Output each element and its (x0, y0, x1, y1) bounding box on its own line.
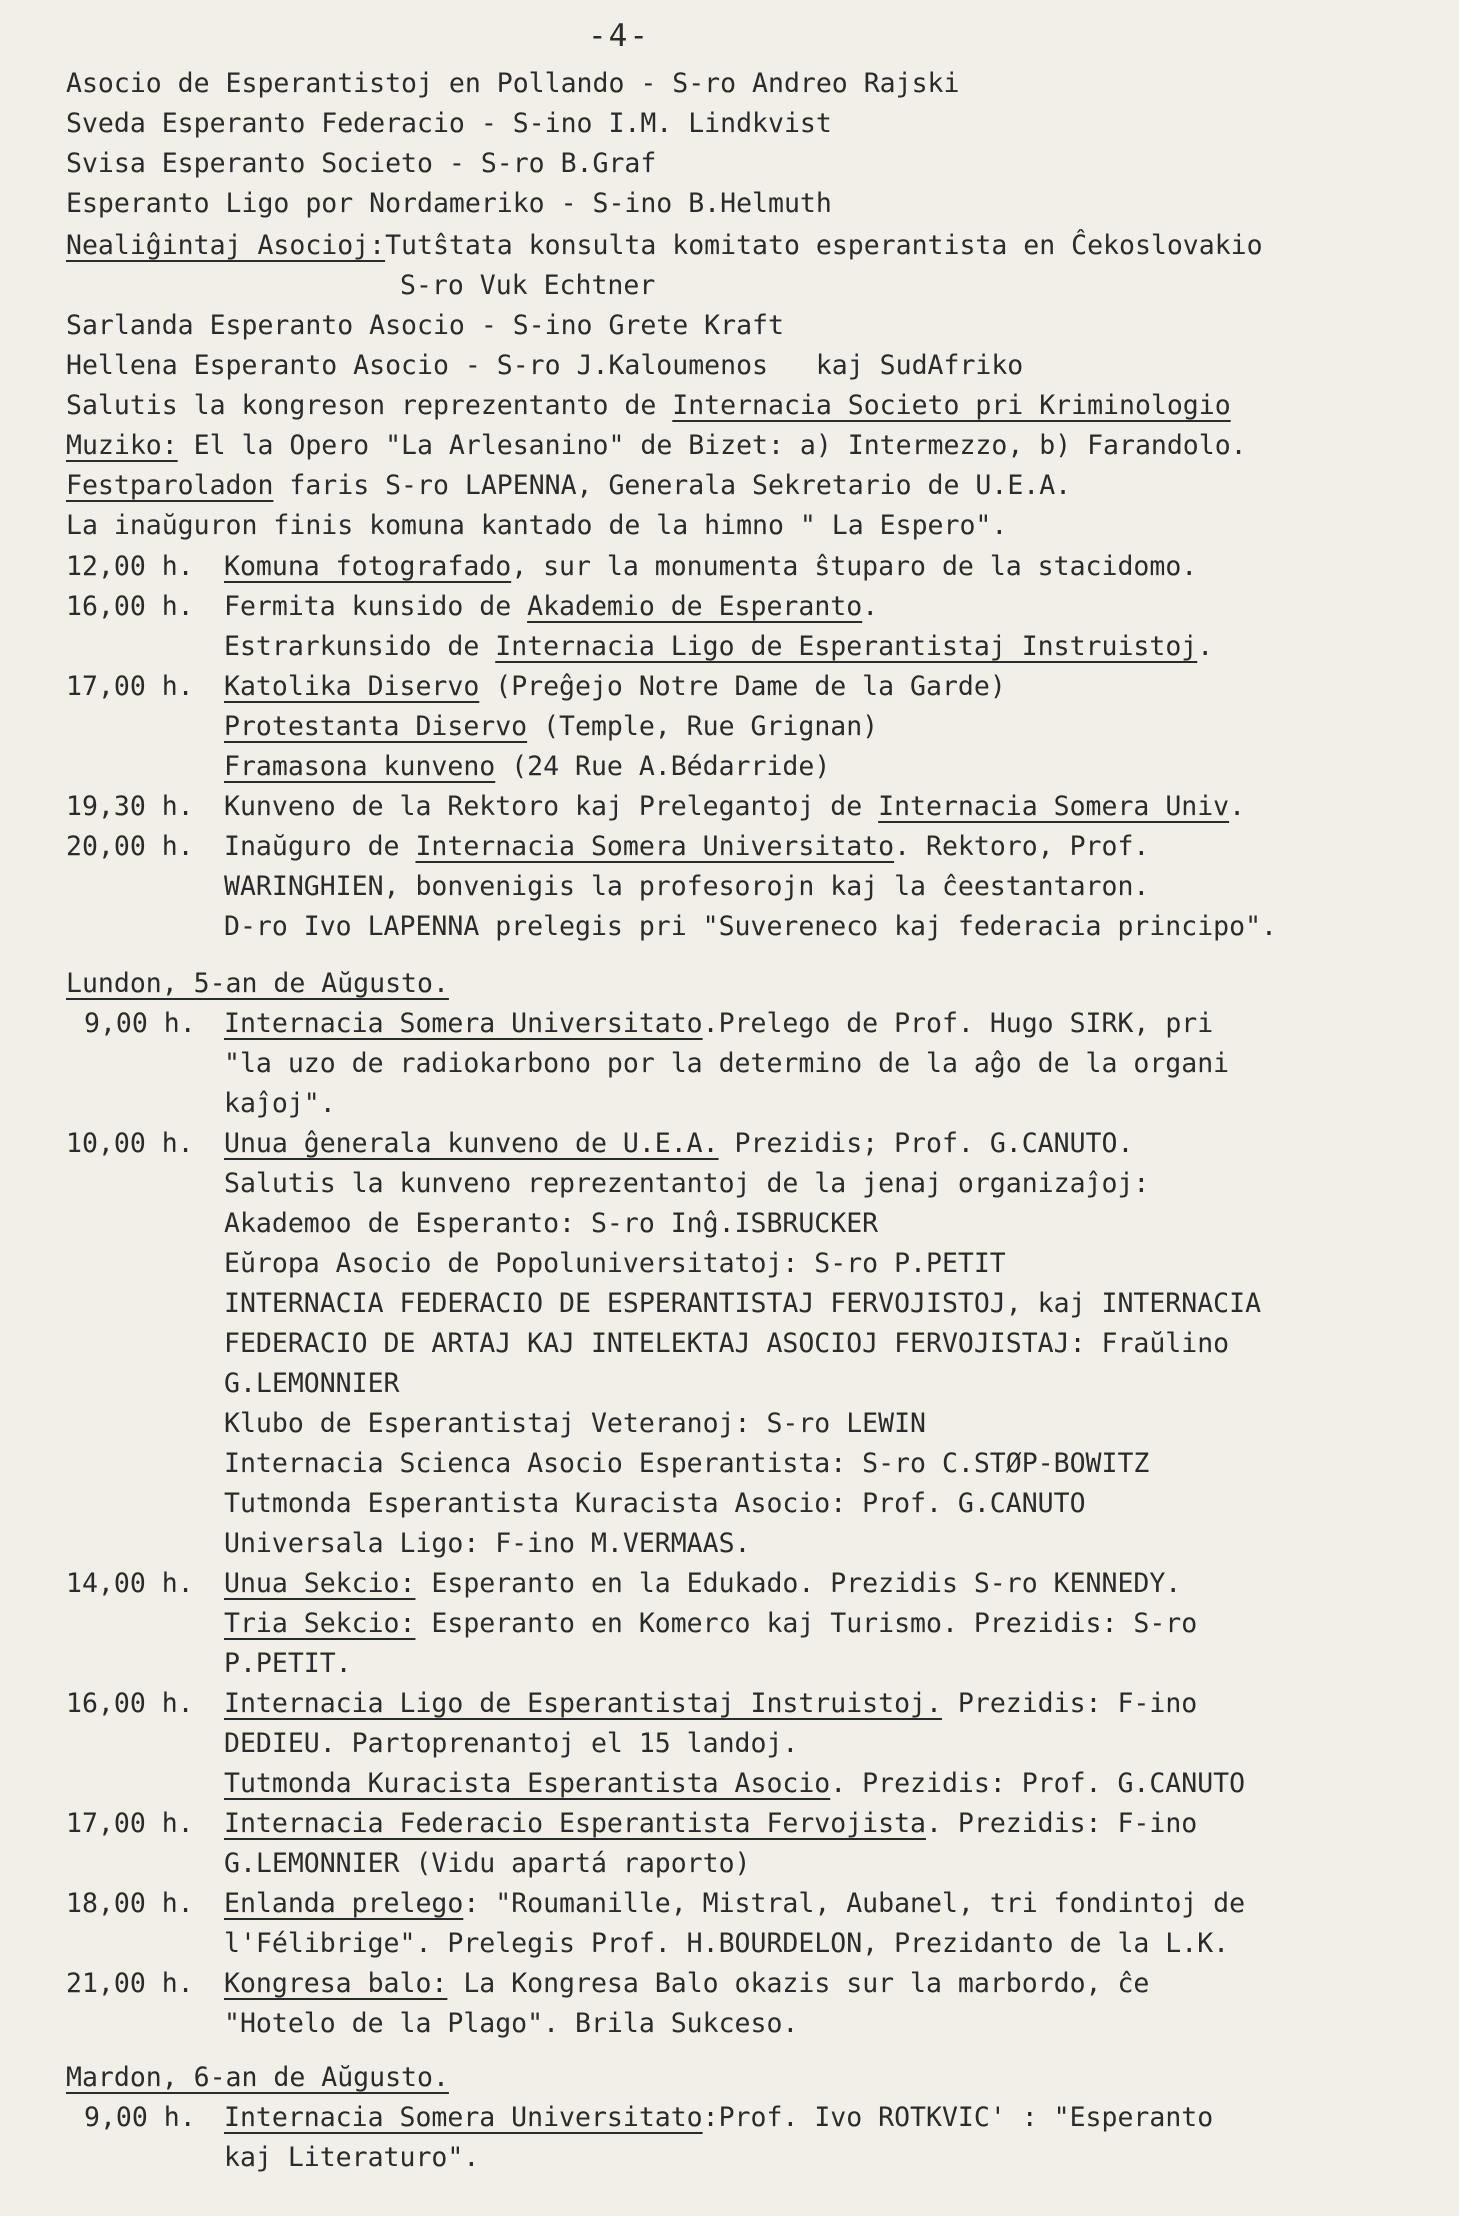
program-text: G.LEMONNIER (Vidu apartá raporto) (224, 1848, 751, 1879)
day-heading: Mardon, 6-an de Aŭgusto. (66, 2062, 449, 2093)
program-text: Internacia Somera Universitato:Prof. Ivo ROTKVIC' : "Esperanto (224, 2102, 1214, 2133)
program-text: Enlanda prelego: "Roumanille, Mistral, Aubanel, tri fondintoj de (224, 1888, 1246, 1919)
program-text: Salutis la kunveno reprezentantoj de la jenaj organizaĵoj: (224, 1168, 1150, 1199)
intro-line: Sarlanda Esperanto Asocio - S-ino Grete Kraft (66, 310, 784, 341)
program-text: Komuna fotografado, sur la monumenta ŝtuparo de la stacidomo. (224, 551, 1198, 582)
program-text: Universala Ligo: F-ino M.VERMAAS. (224, 1528, 751, 1559)
program-entry: 16,00 h. (66, 591, 194, 622)
intro-line: Sveda Esperanto Federacio - S-ino I.M. Lindkvist (66, 108, 832, 139)
section-heading: Nealiĝintaj Asocioj: (66, 230, 386, 261)
program-entry: 21,00 h. (66, 1968, 194, 1999)
program-entry: 9,00 h. (84, 2102, 196, 2133)
program-entry: 12,00 h. (66, 551, 194, 582)
program-text: kaĵoj". (224, 1088, 336, 1119)
program-text: Protestanta Diservo (Temple, Rue Grignan) (224, 711, 879, 742)
program-entry: 16,00 h. (66, 1688, 194, 1719)
program-text: Kunveno de la Rektoro kaj Prelegantoj de Internacia Somera Univ. (224, 791, 1246, 822)
program-text: Kongresa balo: La Kongresa Balo okazis sur la marbordo, ĉe (224, 1968, 1150, 1999)
program-entry: 20,00 h. (66, 831, 194, 862)
program-text: DEDIEU. Partoprenantoj el 15 landoj. (224, 1728, 799, 1759)
program-entry: 17,00 h. (66, 671, 194, 702)
program-text: Katolika Diservo (Preĝejo Notre Dame de la Garde) (224, 671, 1006, 702)
program-text: kaj Literaturo". (224, 2142, 480, 2173)
intro-line: Hellena Esperanto Asocio - S-ro J.Kaloumenos kaj SudAfriko (66, 350, 1024, 381)
intro-line: Festparoladon faris S-ro LAPENNA, Generala Sekretario de U.E.A. (66, 470, 1072, 501)
program-text: Akademoo de Esperanto: S-ro Inĝ.ISBRUCKER (224, 1208, 879, 1239)
program-text: Tria Sekcio: Esperanto en Komerco kaj Turismo. Prezidis: S-ro (224, 1608, 1198, 1639)
page-number: -4- (588, 18, 650, 54)
program-text: Fermita kunsido de Akademio de Esperanto. (224, 591, 879, 622)
day-heading: Lundon, 5-an de Aŭgusto. (66, 968, 449, 999)
program-text: Framasona kunveno (24 Rue A.Bédarride) (224, 751, 831, 782)
program-text: D-ro Ivo LAPENNA prelegis pri "Suvereneco kaj federacia principo". (224, 911, 1277, 942)
intro-line: Svisa Esperanto Societo - S-ro B.Graf (66, 148, 657, 179)
program-text: P.PETIT. (224, 1648, 352, 1679)
program-text: Estrarkunsido de Internacia Ligo de Esperantistaj Instruistoj. (224, 631, 1214, 662)
program-entry: 18,00 h. (66, 1888, 194, 1919)
program-entry: 14,00 h. (66, 1568, 194, 1599)
program-text: "la uzo de radiokarbono por la determino de la aĝo de la organi (224, 1048, 1230, 1079)
program-entry: 17,00 h. (66, 1808, 194, 1839)
intro-line: Nealiĝintaj Asocioj:Tutŝtata konsulta komitato esperantista en Ĉekoslovakio (66, 230, 1263, 261)
program-text: "Hotelo de la Plago". Brila Sukceso. (224, 2008, 799, 2039)
program-text: Inaŭguro de Internacia Somera Universitato. Rektoro, Prof. (224, 831, 1150, 862)
intro-line: Esperanto Ligo por Nordameriko - S-ino B.Helmuth (66, 188, 832, 219)
intro-line: La inaŭguron finis komuna kantado de la himno " La Espero". (66, 510, 1008, 541)
intro-line: Muziko: El la Opero "La Arlesanino" de Bizet: a) Intermezzo, b) Farandolo. (66, 430, 1247, 461)
program-text: Klubo de Esperantistaj Veteranoj: S-ro LEWIN (224, 1408, 926, 1439)
intro-line: Asocio de Esperantistoj en Pollando - S-ro Andreo Rajski (66, 68, 960, 99)
program-text: Internacia Somera Universitato.Prelego de Prof. Hugo SIRK, pri (224, 1008, 1214, 1039)
program-text: Eŭropa Asocio de Popoluniversitatoj: S-ro P.PETIT (224, 1248, 1006, 1279)
intro-line: S-ro Vuk Echtner (400, 270, 656, 301)
program-text: Internacia Scienca Asocio Esperantista: S-ro C.STØP-BOWITZ (224, 1448, 1150, 1479)
program-text: l'Félibrige". Prelegis Prof. H.BOURDELON, Prezidanto de la L.K. (224, 1928, 1230, 1959)
program-entry: 19,30 h. (66, 791, 194, 822)
program-entry: 9,00 h. (84, 1008, 196, 1039)
program-text: G.LEMONNIER (224, 1368, 400, 1399)
program-text: Unua Sekcio: Esperanto en la Edukado. Prezidis S-ro KENNEDY. (224, 1568, 1182, 1599)
program-entry: 10,00 h. (66, 1128, 194, 1159)
program-text: Internacia Ligo de Esperantistaj Instruistoj. Prezidis: F-ino (224, 1688, 1198, 1719)
program-text: Tutmonda Esperantista Kuracista Asocio: Prof. G.CANUTO (224, 1488, 1086, 1519)
program-text: FEDERACIO DE ARTAJ KAJ INTELEKTAJ ASOCIOJ FERVOJISTAJ: Fraŭlino (224, 1328, 1230, 1359)
program-text: WARINGHIEN, bonvenigis la profesorojn kaj la ĉeestantaron. (224, 871, 1150, 902)
program-text: Tutmonda Kuracista Esperantista Asocio. Prezidis: Prof. G.CANUTO (224, 1768, 1246, 1799)
program-text: Unua ĝenerala kunveno de U.E.A. Prezidis; Prof. G.CANUTO. (224, 1128, 1134, 1159)
program-text: Internacia Federacio Esperantista Fervojista. Prezidis: F-ino (224, 1808, 1198, 1839)
intro-line: Salutis la kongreson reprezentanto de Internacia Societo pri Kriminologio (66, 390, 1231, 421)
program-text: INTERNACIA FEDERACIO DE ESPERANTISTAJ FERVOJISTOJ, kaj INTERNACIA (224, 1288, 1262, 1319)
